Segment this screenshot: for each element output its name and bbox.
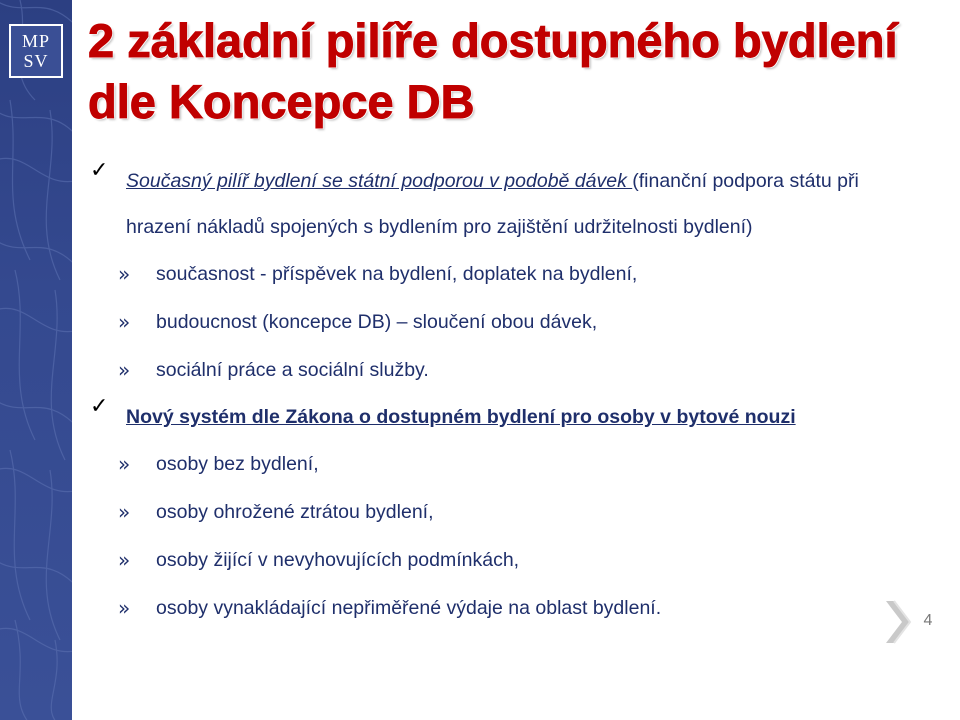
- list-item-text: současnost - příspěvek na bydlení, doplatek na bydlení,: [156, 263, 638, 285]
- pillar-2-heading-underlined: Nový systém dle Zákona o dostupném bydlení pro osoby v bytové nouzi: [126, 406, 796, 428]
- list-item: [90, 298, 890, 346]
- slide-content: [90, 158, 890, 632]
- pillar-2-list: [90, 440, 890, 632]
- list-item: [90, 584, 890, 632]
- page-number: 4: [923, 612, 933, 629]
- list-item: [90, 488, 890, 536]
- double-chevron-bullet: »: [118, 452, 131, 476]
- pillar-1-heading-underlined: Současný pilíř bydlení se státní podporou v podobě dávek: [126, 170, 633, 192]
- chevron-right-icon[interactable]: [882, 597, 918, 647]
- list-item-text: sociální práce a sociální služby.: [156, 359, 429, 381]
- list-item: [90, 250, 890, 298]
- list-item: [90, 536, 890, 584]
- list-item-text: osoby bez bydlení,: [156, 453, 319, 475]
- pillar-1-heading-rest: (finanční podpora státu při hrazení nákladů spojených s bydlením pro zajištění udržitelnosti bydlení): [126, 170, 859, 238]
- pillar-2-heading: [90, 394, 890, 440]
- double-chevron-bullet: »: [118, 310, 131, 334]
- checkmark-icon: ✓: [90, 394, 109, 419]
- list-item: [90, 346, 890, 394]
- logo-line-2: SV: [23, 51, 49, 71]
- list-item: [90, 440, 890, 488]
- sidebar-pattern: [0, 0, 72, 720]
- double-chevron-bullet: »: [118, 262, 131, 286]
- logo-line-1: MP: [21, 31, 50, 51]
- list-item-text: osoby vynakládající nepřiměřené výdaje na oblast bydlení.: [156, 597, 662, 619]
- slide-title: 2 základní pilíře dostupného bydlení dle Koncepce DB: [88, 14, 898, 128]
- checkmark-icon: ✓: [90, 158, 109, 183]
- double-chevron-bullet: »: [118, 358, 131, 382]
- list-item-text: osoby ohrožené ztrátou bydlení,: [156, 501, 434, 523]
- list-item-text: osoby žijící v nevyhovujících podmínkách,: [156, 549, 520, 571]
- sidebar: [0, 0, 72, 720]
- mpsv-logo: [9, 24, 63, 78]
- double-chevron-bullet: »: [118, 548, 131, 572]
- pillar-1-list: [90, 250, 890, 394]
- double-chevron-bullet: »: [118, 500, 131, 524]
- double-chevron-bullet: »: [118, 596, 131, 620]
- pillar-1-heading: [90, 158, 890, 250]
- list-item-text: budoucnost (koncepce DB) – sloučení obou dávek,: [156, 311, 598, 333]
